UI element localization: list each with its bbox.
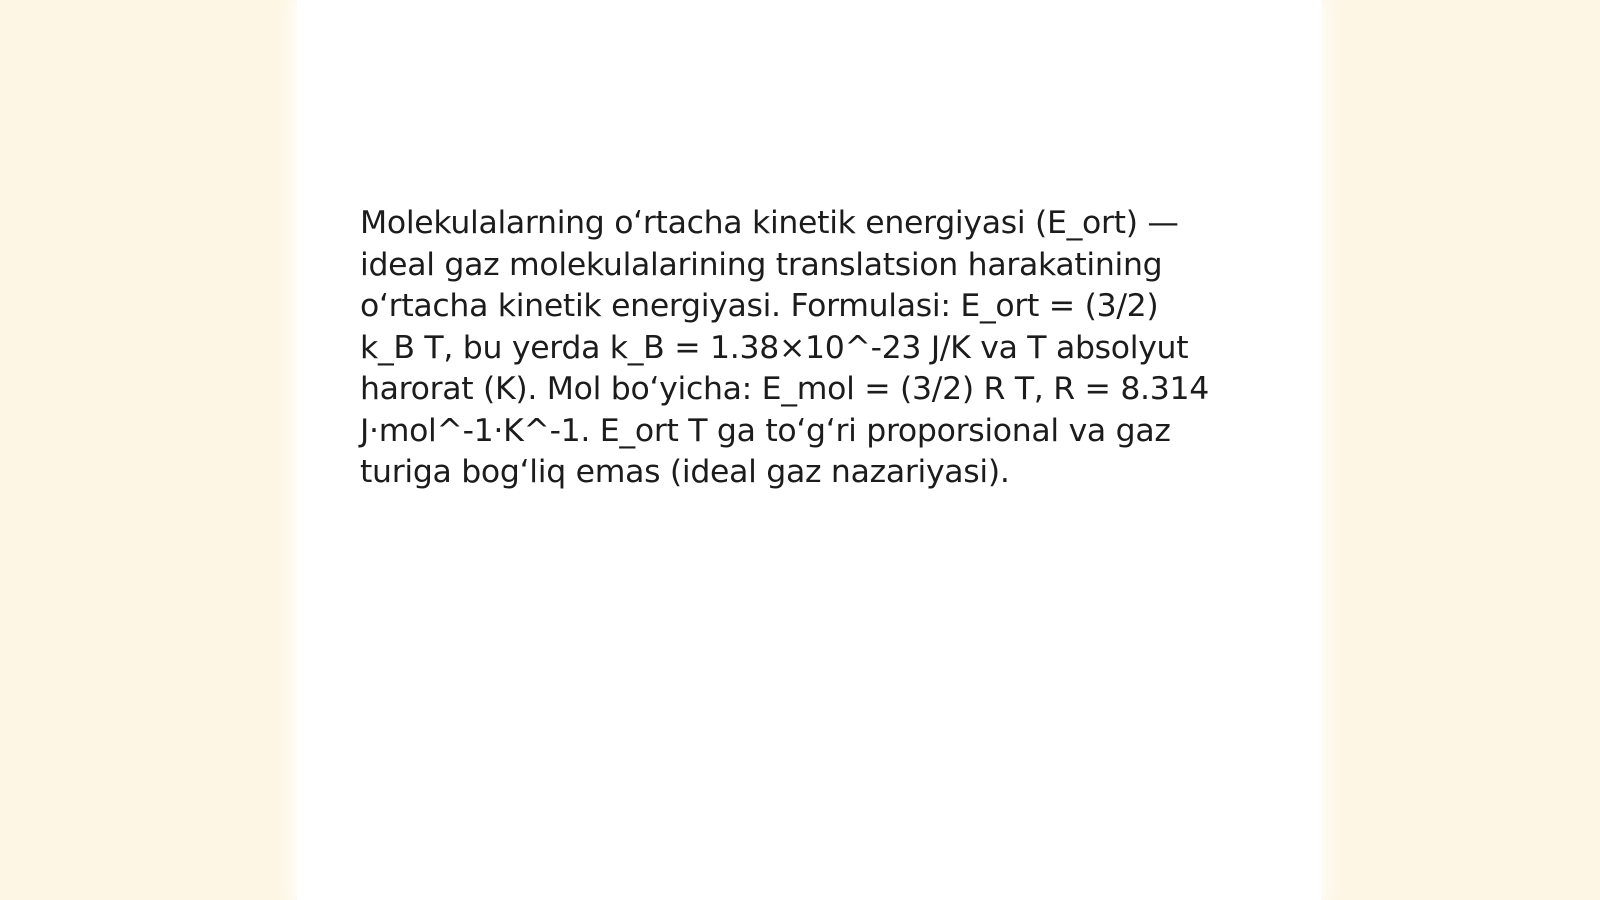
paragraph-line-5: harorat (K). Mol bo‘yicha: E_mol = (3/2) R T, R = 8.314 (360, 371, 1209, 407)
paragraph-line-6: J·mol^-1·K^-1. E_ort T ga to‘g‘ri proporsional va gaz (360, 412, 1171, 449)
paragraph-line-4: k_B T, bu yerda k_B = 1.38×10^-23 J/K va T absolyut (360, 329, 1189, 366)
body-paragraph (360, 203, 1240, 494)
document-page (297, 0, 1321, 900)
paragraph-line-1: Molekulalarning o‘rtacha kinetik energiyasi (E_ort) — (360, 205, 1179, 241)
paragraph-line-3: o‘rtacha kinetik energiyasi. Formulasi: E_ort = (3/2) (360, 288, 1159, 324)
paragraph-line-7: turiga bog‘liq emas (ideal gaz nazariyasi). (360, 454, 1010, 490)
paragraph-line-2: ideal gaz molekulalarining translatsion harakatining (360, 246, 1163, 283)
